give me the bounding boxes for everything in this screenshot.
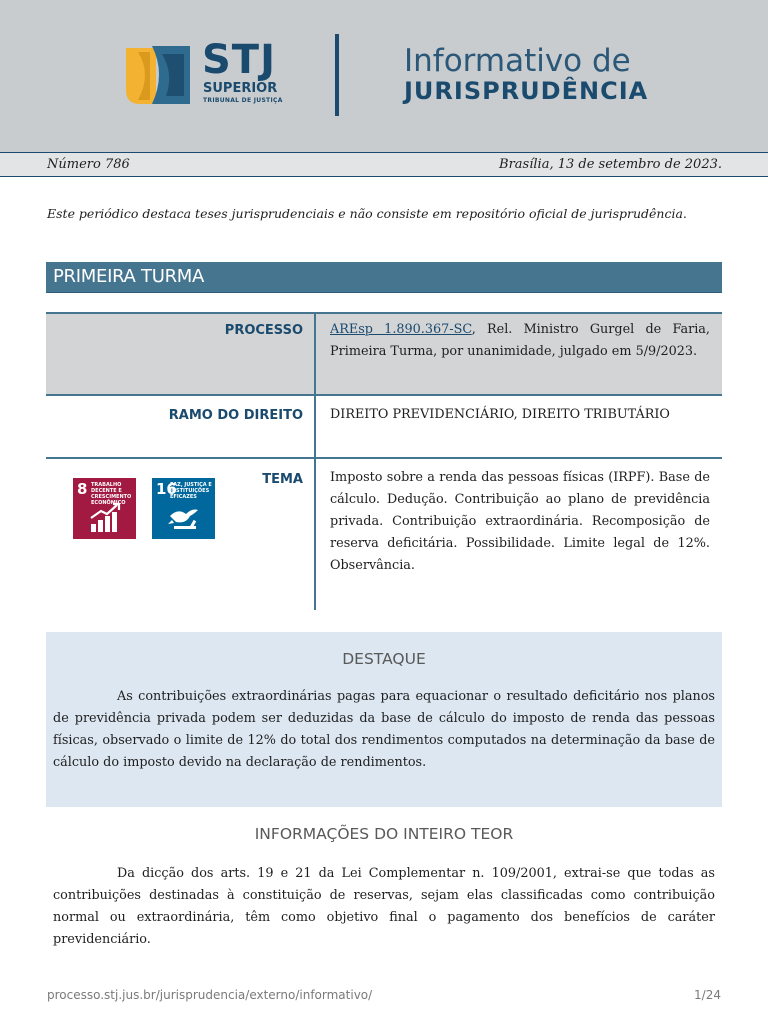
issue-date: Brasília, 13 de setembro de 2023. (499, 157, 722, 172)
table-column-divider (314, 312, 316, 610)
processo-label: PROCESSO (224, 323, 303, 338)
dove-gavel-icon (168, 502, 202, 534)
ramo-label: RAMO DO DIREITO (168, 408, 303, 423)
logo-abbreviation: STJ (202, 37, 276, 83)
teor-text: Da dicção dos arts. 19 e 21 da Lei Complementar n. 109/2001, extrai-se que todas as contribuições destinadas à constituição de reservas, sejam elas classificadas como contribuição normal ou extraordinária, têm como objetivo final o pagamento dos benefícios de caráter previdenciário. (53, 866, 715, 947)
logo-line-2: TRIBUNAL DE JUSTIÇA (203, 97, 283, 104)
ods-label: PAZ, JUSTIÇA E INSTITUIÇÕES EFICAZES (170, 482, 212, 500)
section-title: PRIMEIRA TURMA (53, 266, 205, 287)
processo-value (330, 319, 710, 363)
header-title-line-1: Informativo de (404, 43, 631, 79)
destaque-text: As contribuições extraordinárias pagas para equacionar o resultado deficitário nos planos de previdência privada podem ser deduzidas da base de cálculo do imposto de renda das pessoas físicas, observado o limite de 12% do total dos rendimentos computados na determinação da base de cálculo do imposto devido na declaração de rendimentos. (53, 689, 715, 770)
processo-details: , Rel. Ministro Gurgel de Faria, Primeira Turma, por unanimidade, julgado em 5/9/2023. (330, 322, 710, 359)
page-header (0, 0, 768, 152)
stj-logo-icon (126, 44, 190, 106)
table-row-border (46, 457, 722, 459)
issue-bar (0, 152, 768, 177)
tema-value: Imposto sobre a renda das pessoas físicas (IRPF). Base de cálculo. Dedução. Contribuição ao plano de previdência privada. Contribuição extraordinária. Recomposição de reserva deficitária. Possibilidade. Limite legal de 12%. Observância. (330, 470, 710, 573)
header-title-line-2: JURISPRUDÊNCIA (404, 77, 649, 105)
ods-number: 8 (77, 480, 88, 498)
growth-chart-icon (89, 502, 121, 534)
teor-title: INFORMAÇÕES DO INTEIRO TEOR (254, 825, 514, 843)
page-number: 1/24 (694, 988, 721, 1002)
logo-line-1: SUPERIOR (203, 81, 278, 96)
processo-link[interactable]: AREsp 1.890.367-SC (330, 322, 472, 337)
ods-number: 16 (156, 480, 177, 498)
table-row-border (46, 394, 722, 396)
ods-8-badge[interactable] (73, 478, 136, 539)
section-title-bar (46, 262, 722, 293)
footer-url[interactable]: processo.stj.jus.br/jurisprudencia/externo/informativo/ (47, 988, 373, 1002)
destaque-title: DESTAQUE (342, 650, 426, 668)
header-divider (335, 34, 339, 116)
tema-label: TEMA (262, 472, 303, 487)
disclaimer: Este periódico destaca teses jurisprudenciais e não consiste em repositório oficial de jurisprudência. (47, 206, 687, 221)
ods-16-badge[interactable] (152, 478, 215, 539)
ods-label: TRABALHO DECENTE E CRESCIMENTO ECONÔMICO (91, 482, 132, 506)
ramo-value: DIREITO PREVIDENCIÁRIO, DIREITO TRIBUTÁRIO (330, 407, 670, 422)
issue-number: Número 786 (47, 157, 130, 172)
